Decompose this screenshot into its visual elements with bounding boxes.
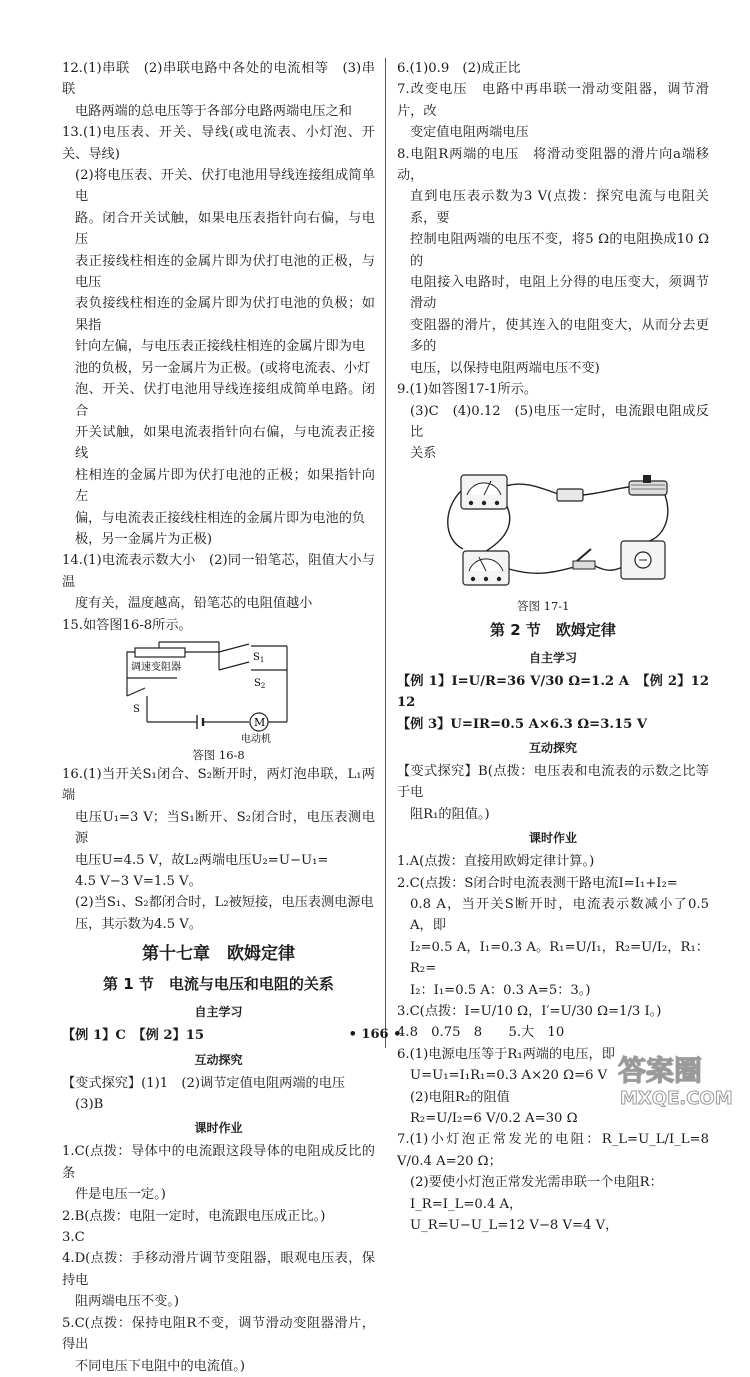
- text-line: 针向左偏，与电压表正接线柱相连的金属片即为电: [75, 339, 366, 355]
- text-line: (2)电阻R₂的阻值: [410, 1089, 510, 1105]
- text-line: 偏，与电流表正接线柱相连的金属片即为电池的负: [75, 510, 366, 526]
- subheading: 自主学习: [528, 650, 577, 665]
- text-line: 阻两端电压不变。): [75, 1294, 180, 1310]
- subheading: 互动探究: [528, 740, 577, 755]
- text-line: 4.8 0.75 8 5.大 10: [397, 1025, 565, 1041]
- text-line: 12.(1)串联 (2)串联电路中各处的电流相等 (3)串联: [62, 61, 375, 98]
- text-line: (2)要使小灯泡正常发光需串联一个电阻R：: [410, 1175, 663, 1191]
- text-line: 电压U=4.5 V，故L₂两端电压U₂=U−U₁=: [75, 852, 329, 868]
- text-line: 4.5 V−3 V=1.5 V。: [75, 874, 202, 889]
- text-line: R₂=U/I₂=6 V/0.2 A=30 Ω: [410, 1111, 578, 1127]
- text-line: 7.(1)小灯泡正常发光的电阻：R_L=U_L/I_L=8 V/0.4 A=20 Ω；: [397, 1132, 709, 1169]
- column-divider: [385, 58, 386, 1048]
- text-line: I₂：I₁=0.5 A：0.3 A=5：3。): [410, 982, 591, 998]
- power-supply: [621, 541, 665, 579]
- figure-caption: 答图 17-1: [517, 598, 570, 613]
- text-line: U_R=U−U_L=12 V−8 V=4 V，: [410, 1218, 619, 1234]
- text-line: 2.C(点拨：S闭合时电流表测干路电流I=I₁+I₂=: [397, 875, 678, 891]
- circuit-diagram-17-1: [433, 469, 673, 597]
- rheostat: [629, 475, 667, 495]
- text-line: 件是电压一定。): [75, 1187, 166, 1203]
- section-title: 第 1 节 电流与电压和电阻的关系: [103, 975, 334, 994]
- text-line: 池的负极，另一金属片为正极。(或将电流表、小灯: [75, 360, 371, 376]
- section-title: 第 2 节 欧姆定律: [490, 620, 616, 639]
- text-line: (3)C (4)0.12 (5)电压一定时，电流跟电阻成反比: [410, 403, 709, 440]
- text-line: 3.C(点拨：I=U/10 Ω，I′=U/30 Ω=1/3 I。): [397, 1004, 662, 1019]
- motor-label: 电动机: [240, 733, 271, 745]
- text-line: 3.C: [62, 1230, 85, 1246]
- circuit-diagram-16-8: [119, 640, 319, 746]
- switch-s-label: S: [132, 703, 140, 715]
- text-line: 【变式探究】B(点拨：电压表和电流表的示数之比等于电: [397, 763, 709, 801]
- text-line: 柱相连的金属片即为伏打电池的正极；如果指针向左: [75, 467, 375, 505]
- text-line: 表正接线柱相连的金属片即为伏打电池的正极，与电压: [75, 253, 375, 291]
- text-line: 0.8 A，当开关S断开时，电流表示数减小了0.5 A，即: [410, 896, 709, 934]
- text-line: 5.C(点拨：保持电阻R不变，调节滑动变阻器滑片，得出: [62, 1315, 375, 1353]
- svg-text:答案圈: 答案圈: [618, 1054, 703, 1087]
- rheostat-label: 调速变阻器: [130, 661, 181, 673]
- text-line: (2)当S₁、S₂都闭合时，L₂被短接，电压表测电源电: [75, 895, 374, 911]
- rheostat-symbol: [135, 648, 185, 657]
- text-line: 13.(1)电压表、开关、导线(或电流表、小灯泡、开关、导线): [62, 125, 375, 162]
- text-line: 电压U₁=3 V；当S₁断开、S₂闭合时，电压表测电源: [75, 809, 375, 847]
- text-line: 压，其示数为4.5 V。: [75, 916, 202, 932]
- text-line: (3)B: [75, 1097, 104, 1113]
- text-line: 【变式探究】(1)1 (2)调节定值电阻两端的电压: [62, 1075, 346, 1091]
- text-line: 电压，以保持电阻两端电压不变): [410, 360, 600, 376]
- switch-s1-label: $S_1$: [252, 651, 264, 664]
- text-line: 1.C(点拨：导体中的电流跟这段导体的电阻成反比的条: [62, 1144, 375, 1181]
- meter-top: [461, 475, 507, 509]
- text-line: 15.如答图16-8所示。: [62, 617, 192, 633]
- text-line: U=U₁=I₁R₁=0.3 A×20 Ω=6 V: [410, 1068, 608, 1084]
- left-column: [62, 58, 375, 1377]
- subheading: 课时作业: [528, 831, 577, 846]
- text-line: 阻R₁的阻值。): [410, 806, 490, 822]
- text-line: 路。闭合开关试触，如果电压表指针向右偏，与电压: [75, 210, 375, 248]
- example-answers: 【例 3】U=IR=0.5 A×6.3 Ω=3.15 V: [397, 716, 648, 732]
- text-line: 度有关，温度越高，铅笔芯的电阻值越小: [75, 596, 313, 612]
- text-line: 开关试触，如果电流表指针向右偏，与电流表正接线: [75, 424, 375, 462]
- text-line: 关系: [410, 446, 437, 462]
- switch-s2-label: $S_2$: [253, 677, 265, 690]
- watermark-logo: [610, 1050, 742, 1108]
- text-line: 直到电压表示数为3 V(点拨：探究电流与电阻关系，要: [410, 189, 709, 226]
- example-answers: 【例 1】C 【例 2】15: [62, 1028, 205, 1044]
- subheading: 自主学习: [194, 1005, 243, 1020]
- text-line: 不同电压下电阻中的电流值。): [75, 1358, 245, 1374]
- text-line: I₂=0.5 A，I₁=0.3 A。R₁=U/I₁，R₂=U/I₂，R₁：R₂=: [410, 939, 709, 977]
- text-line: (2)将电压表、开关、伏打电池用导线连接组成简单电: [75, 168, 375, 205]
- example-answers: 【例 1】I=U/R=36 V/30 Ω=1.2 A 【例 2】12 12: [397, 673, 723, 711]
- text-line: 变阻器的滑片，使其连入的电阻变大，从而分去更多的: [410, 317, 709, 355]
- figure-caption: 答图 16-8: [192, 747, 245, 762]
- subheading: 互动探究: [194, 1052, 243, 1067]
- page-number: • 166 •: [348, 1027, 402, 1042]
- subheading: 课时作业: [194, 1121, 243, 1136]
- text-line: 控制电阻两端的电压不变，将5 Ω的电阻换成10 Ω的: [410, 232, 709, 269]
- svg-text:MXQE.COM: MXQE.COM: [620, 1088, 733, 1108]
- text-line: 9.(1)如答图17-1所示。: [397, 382, 538, 398]
- text-line: 泡、开关、伏打电池用导线连接组成简单电路。闭合: [75, 382, 375, 419]
- text-line: 4.D(点拨：手移动滑片调节变阻器，眼观电压表，保持电: [62, 1251, 375, 1288]
- text-line: 8.电阻R两端的电压 将滑动变阻器的滑片向a端移动，: [397, 146, 709, 184]
- meter-bottom: [463, 551, 509, 585]
- text-line: 1.A(点拨：直接用欧姆定律计算。): [397, 854, 595, 870]
- text-line: 电路两端的总电压等于各部分电路两端电压之和: [75, 103, 352, 119]
- text-line: 电阻接入电路时，电阻上分得的电压变大，须调节滑动: [410, 275, 709, 312]
- text-line: 6.(1)电源电压等于R₁两端的电压，即: [397, 1046, 615, 1062]
- text-line: 7.改变电压 电路中再串联一滑动变阻器，调节滑片，改: [397, 82, 709, 119]
- fixed-resistor: [557, 489, 583, 501]
- svg-text:M: M: [253, 715, 265, 729]
- text-line: 16.(1)当开关S₁闭合、S₂断开时，两灯泡串联，L₁两端: [62, 766, 375, 804]
- text-line: 表负接线柱相连的金属片即为伏打电池的负极；如果指: [75, 296, 375, 333]
- chapter-title: 第十七章 欧姆定律: [142, 944, 295, 965]
- switch: [573, 549, 595, 569]
- text-line: 变定值电阻两端电压: [410, 125, 529, 141]
- text-line: I_R=I_L=0.4 A，: [410, 1196, 523, 1212]
- text-line: 极，另一金属片为正极): [75, 531, 213, 547]
- text-line: 2.B(点拨：电阻一定时，电流跟电压成正比。): [62, 1208, 326, 1224]
- text-line: 6.(1)0.9 (2)成正比: [397, 61, 521, 76]
- text-line: 14.(1)电流表示数大小 (2)同一铅笔芯，阻值大小与温: [62, 553, 375, 590]
